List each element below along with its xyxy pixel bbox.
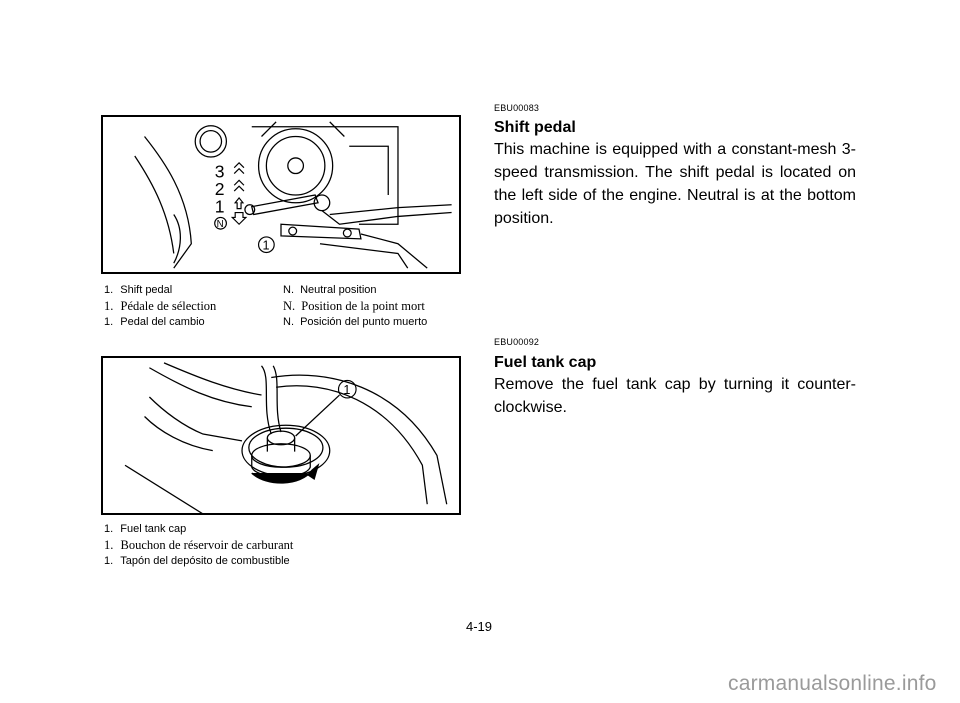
- caption-n: N.: [283, 284, 294, 296]
- caption-n: N.: [283, 316, 294, 328]
- caption-label: Pedal del cambio: [120, 316, 205, 328]
- caption-row-fr: [104, 298, 216, 314]
- fuel-tank-cap-drawing: [103, 358, 459, 513]
- caption-row-en: [104, 521, 186, 537]
- caption-label: Tapón del depósito de combustible: [120, 555, 290, 567]
- caption-row-en: [104, 282, 172, 298]
- callout-1-label: 1: [343, 383, 351, 398]
- caption-number: 1.: [104, 555, 114, 567]
- section-title: Shift pedal: [494, 119, 576, 136]
- caption-label: Fuel tank cap: [120, 523, 187, 535]
- caption-number: 1.: [104, 523, 114, 535]
- section-body: Remove the fuel tank cap by turning it counter-clockwise.: [494, 376, 856, 416]
- caption-number: 1.: [104, 316, 114, 328]
- caption-number: 1.: [104, 538, 114, 552]
- caption-row-fr: [104, 537, 293, 553]
- gear-3-label: 3: [214, 161, 225, 182]
- caption-n-label: Neutral position: [300, 284, 377, 296]
- neutral-label: N: [216, 219, 224, 231]
- shift-pedal-drawing: [103, 117, 459, 272]
- caption-n: N.: [283, 299, 296, 313]
- caption-n-label: Posición del punto muerto: [300, 316, 428, 328]
- gear-2-label: 2: [214, 178, 225, 199]
- caption-row-es: [104, 553, 290, 569]
- page-number: 4-19: [466, 619, 493, 634]
- fuel-tank-cap-illustration: [101, 356, 461, 515]
- caption-row-es-n: [283, 314, 427, 330]
- caption-label: Bouchon de réservoir de carburant: [120, 538, 294, 552]
- caption-number: 1.: [104, 284, 114, 296]
- caption-number: 1.: [104, 299, 114, 313]
- callout-1-label: 1: [262, 238, 270, 253]
- caption-row-en-n: [283, 282, 377, 298]
- caption-label: Pédale de sélection: [120, 299, 217, 313]
- caption-label: Shift pedal: [120, 284, 173, 296]
- caption-row-es: [104, 314, 205, 330]
- shift-pedal-illustration: [101, 115, 461, 274]
- gear-1-label: 1: [214, 196, 225, 217]
- caption-row-fr-n: [283, 298, 425, 314]
- caption-n-label: Position de la point mort: [301, 299, 425, 313]
- section-body: This machine is equipped with a constant-mesh 3-speed transmission. The shift pedal is located on the left side of the engine. Neutral is at the bottom position.: [494, 141, 856, 227]
- section-title: Fuel tank cap: [494, 354, 597, 371]
- section-code: EBU00092: [494, 337, 540, 347]
- watermark: carmanualsonline.info: [728, 672, 937, 695]
- section-code: EBU00083: [494, 103, 540, 113]
